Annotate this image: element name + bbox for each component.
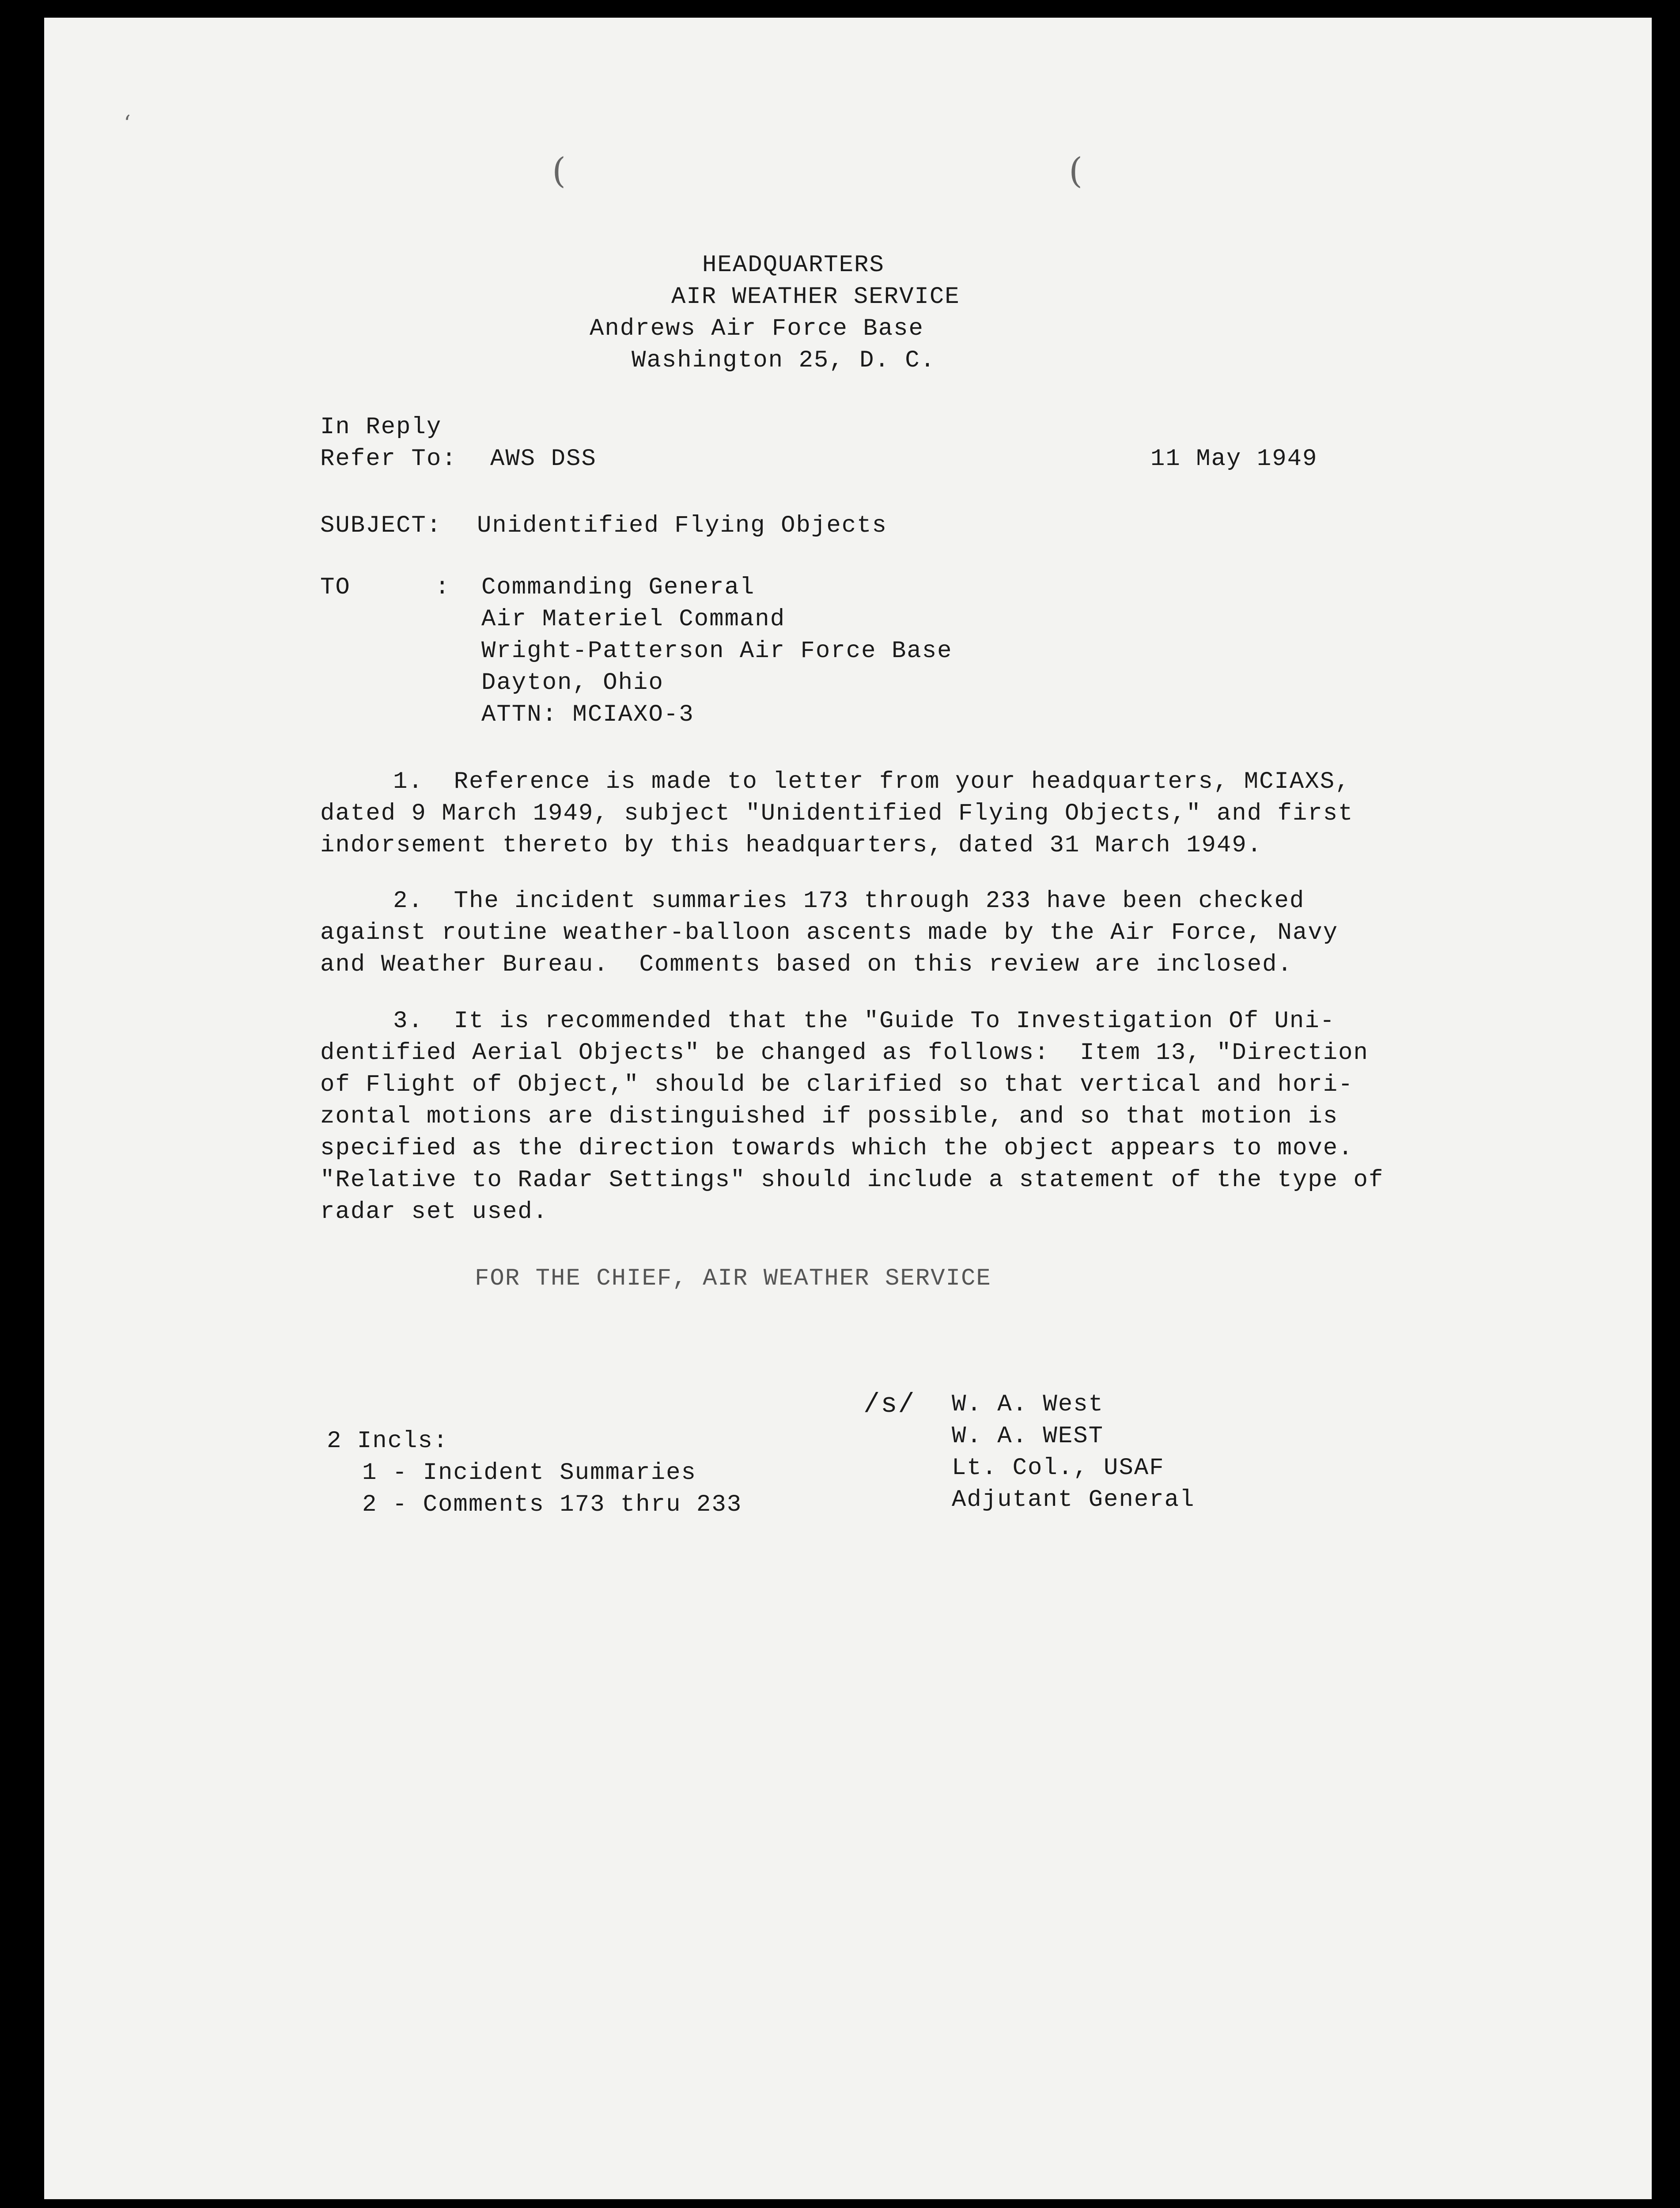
paragraph-3-line: of Flight of Object," should be clarified so that vertical and hori- [320, 1071, 1354, 1098]
document-page [44, 18, 1652, 2199]
inclosure-item: 1 - Incident Summaries [362, 1459, 696, 1486]
signature-line: Adjutant General [952, 1486, 1195, 1513]
signature-line: W. A. West [952, 1391, 1104, 1418]
closing-line: FOR THE CHIEF, AIR WEATHER SERVICE [475, 1265, 991, 1292]
signature-mark: /s/ [863, 1389, 916, 1420]
letterhead-service: AIR WEATHER SERVICE [671, 284, 960, 310]
subject-label: SUBJECT: [320, 512, 442, 539]
paragraph-3-line: specified as the direction towards which the object appears to move. [320, 1135, 1354, 1162]
paragraph-3-line: radar set used. [320, 1199, 549, 1225]
reply-label: Refer To: [320, 446, 457, 473]
paragraph-3-line: "Relative to Radar Settings" should include a statement of the type of [320, 1167, 1384, 1194]
paragraph-1-line: 1. Reference is made to letter from your headquarters, MCIAXS, [393, 768, 1351, 795]
letter-date: 11 May 1949 [1150, 446, 1318, 473]
reply-line-1: In Reply [320, 414, 442, 441]
paragraph-3-line: dentified Aerial Objects" be changed as follows: Item 13, "Direction [320, 1040, 1369, 1066]
to-label: TO [320, 574, 351, 601]
letterhead-city: Washington 25, D. C. [632, 347, 936, 374]
paragraph-2-line: and Weather Bureau. Comments based on this review are inclosed. [320, 951, 1293, 978]
signature-line: W. A. WEST [952, 1423, 1104, 1450]
reply-symbol: AWS DSS [490, 446, 597, 473]
inclosures-header: 2 Incls: [327, 1428, 449, 1455]
letterhead-base: Andrews Air Force Base [590, 315, 924, 342]
subject-value: Unidentified Flying Objects [477, 512, 887, 539]
inclosure-item: 2 - Comments 173 thru 233 [362, 1491, 742, 1518]
stray-mark: ‘ [124, 110, 132, 136]
paragraph-2-line: against routine weather-balloon ascents made by the Air Force, Navy [320, 919, 1339, 946]
letter [44, 18, 1652, 2199]
paragraph-1-line: dated 9 March 1949, subject "Unidentified Flying Objects," and first [320, 800, 1354, 827]
address-line: Wright-Patterson Air Force Base [481, 638, 953, 665]
to-colon: : [435, 574, 450, 601]
address-line: ATTN: MCIAXO-3 [481, 701, 694, 728]
address-line: Dayton, Ohio [481, 669, 664, 696]
paragraph-2-line: 2. The incident summaries 173 through 233 have been checked [393, 888, 1305, 915]
paragraph-3-line: zontal motions are distinguished if possible, and so that motion is [320, 1103, 1339, 1130]
signature-line: Lt. Col., USAF [952, 1455, 1165, 1482]
stray-mark: ( [552, 150, 567, 191]
stray-mark: ( [1069, 150, 1084, 191]
paragraph-1-line: indorsement thereto by this headquarters, dated 31 March 1949. [320, 832, 1263, 859]
address-line: Air Materiel Command [481, 606, 786, 633]
paragraph-3-line: 3. It is recommended that the "Guide To Investigation Of Uni- [393, 1008, 1336, 1035]
letterhead-headquarters: HEADQUARTERS [702, 252, 885, 279]
address-line: Commanding General [481, 574, 755, 601]
